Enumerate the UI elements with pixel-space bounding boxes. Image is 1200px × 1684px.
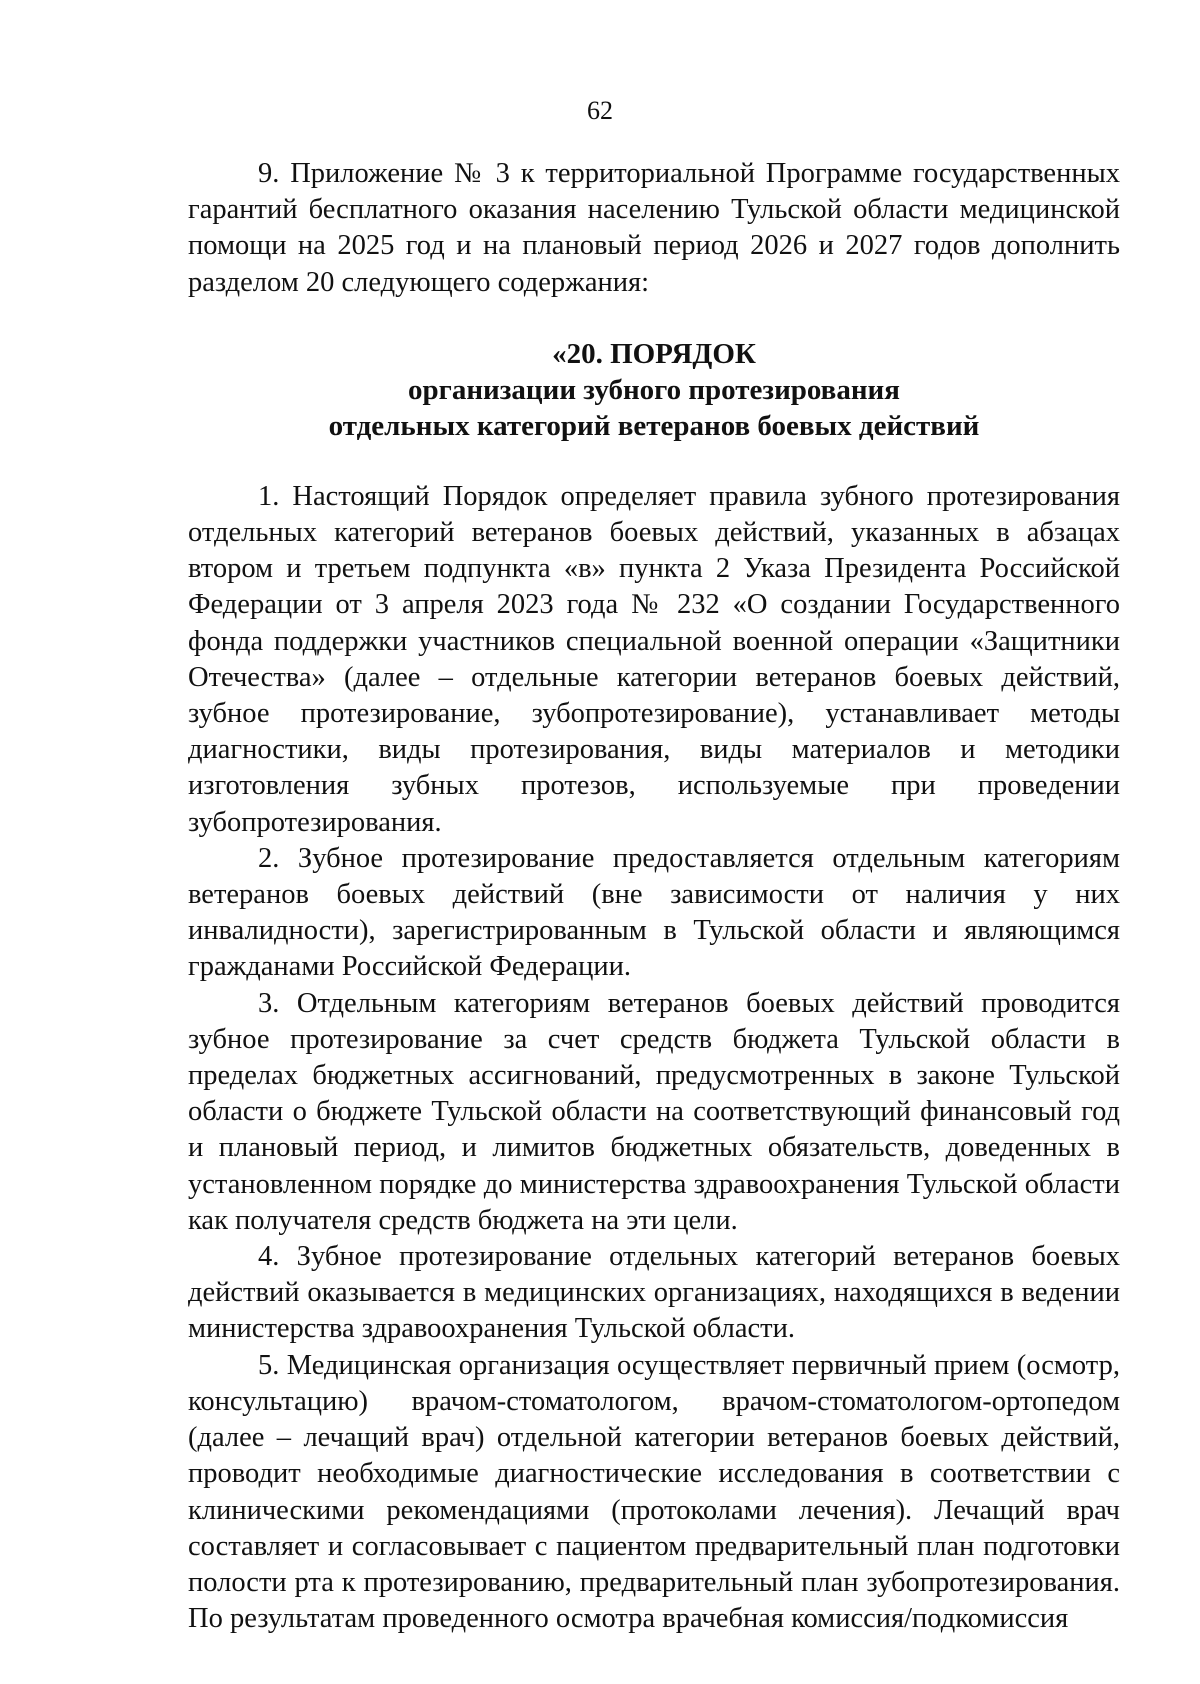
section-heading-title: организации зубного протезирования	[408, 373, 900, 406]
section-heading-subtitle: отдельных категорий ветеранов боевых действий	[328, 409, 980, 442]
section-heading-number: «20. ПОРЯДОК	[552, 337, 756, 370]
clause-3: 3. Отдельным категориям ветеранов боевых действий проводится зубное протезирование за счет средств бюджета Тульской области в пределах бюджетных ассигнований, предусмотренных в законе Тульской области о бюджете Тульской области на соответствующий финансовый год и плановый период, и лимитов бюджетных обязательств, доведенных в установленном порядке до министерства здравоохранения Тульской области как получателя средств бюджета на эти цели.	[188, 987, 1120, 1236]
clause-4: 4. Зубное протезирование отдельных категорий ветеранов боевых действий оказывается в медицинских организациях, находящихся в ведении министерства здравоохранения Тульской области.	[188, 1241, 1120, 1345]
intro-paragraph: 9. Приложение № 3 к территориальной Программе государственных гарантий бесплатного оказания населению Тульской области медицинской помощи на 2025 год и на плановый период 2026 и 2027 годов дополнить разделом 20 следующего содержания:	[188, 158, 1120, 298]
document-body	[188, 156, 1120, 1637]
section-heading	[188, 336, 1120, 444]
clause-5: 5. Медицинская организация осуществляет первичный прием (осмотр, консультацию) врачом-стоматологом, врачом-стоматологом-ортопедом (далее – лечащий врач) отдельной категории ветеранов боевых действий, проводит необходимые диагностические исследования в соответствии с клиническими рекомендациями (протоколами лечения). Лечащий врач составляет и согласовывает с пациентом предварительный план подготовки полости рта к протезированию, предварительный план зубопротезирования. По результатам проведенного осмотра врачебная комиссия/подкомиссия	[188, 1349, 1120, 1635]
clause-2: 2. Зубное протезирование предоставляется отдельным категориям ветеранов боевых действий (вне зависимости от наличия у них инвалидности), зарегистрированным в Тульской области и являющимся гражданами Российской Федерации.	[188, 842, 1120, 983]
page-number: 62	[587, 96, 613, 125]
clause-1: 1. Настоящий Порядок определяет правила зубного протезирования отдельных категорий ветеранов боевых действий, указанных в абзацах втором и третьем подпункта «в» пункта 2 Указа Президента Российской Федерации от 3 апреля 2023 года № 232 «О создании Государственного фонда поддержки участников специальной военной операции «Защитники Отечества» (далее – отдельные категории ветеранов боевых действий, зубное протезирование, зубопротезирование), устанавливает методы диагностики, виды протезирования, виды материалов и методики изготовления зубных протезов, используемые при проведении зубопротезирования.	[188, 480, 1120, 838]
